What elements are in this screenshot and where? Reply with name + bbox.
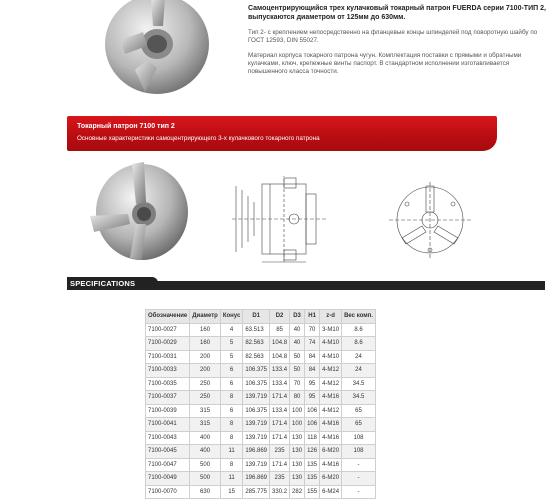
table-cell: 133.4 [270,364,290,378]
specifications-table [145,309,376,499]
table-cell: 84 [305,364,320,378]
banner-title: Токарный патрон 7100 тип 2 [77,123,175,130]
column-header: D2 [270,310,290,324]
table-cell: 50 [290,350,305,364]
table-cell: 34.5 [342,391,376,405]
table-cell: 40 [290,337,305,351]
table-cell: 7100-0039 [146,404,190,418]
table-cell: 500 [190,472,221,486]
table-cell: 4-M12 [320,404,342,418]
table-header-row [146,310,376,324]
table-cell: 130 [290,445,305,459]
table-row [146,391,376,405]
table-cell: 65 [342,418,376,432]
table-cell: 11 [220,472,242,486]
table-cell: 500 [190,458,221,472]
table-cell: 282 [290,485,305,499]
table-cell: 95 [305,377,320,391]
table-cell: 8 [220,458,242,472]
table-cell: 400 [190,431,221,445]
table-cell: 8 [220,391,242,405]
table-cell: 106 [305,404,320,418]
table-cell: 130 [290,472,305,486]
table-cell: 100 [290,404,305,418]
table-cell: 95 [305,391,320,405]
table-cell: 6 [220,377,242,391]
table-cell: 5 [220,337,242,351]
table-cell: 6 [220,404,242,418]
table-cell: 104.8 [270,337,290,351]
table-cell: 4-M16 [320,391,342,405]
table-cell: 315 [190,418,221,432]
table-cell: 171.4 [270,391,290,405]
table-cell: 400 [190,445,221,459]
table-cell: 63.513 [243,323,270,337]
table-cell: 40 [290,323,305,337]
chuck-photo-large [95,0,213,96]
table-cell: 100 [290,418,305,432]
table-row [146,323,376,337]
table-cell: 315 [190,404,221,418]
table-cell: 133.4 [270,377,290,391]
table-cell: 118 [305,431,320,445]
table-cell: 70 [290,377,305,391]
table-cell: 24 [342,350,376,364]
table-cell: 126 [305,445,320,459]
table-cell: 139.719 [243,391,270,405]
table-cell: 5 [220,350,242,364]
table-cell: 50 [290,364,305,378]
table-cell: - [342,485,376,499]
table-cell: 7100-0070 [146,485,190,499]
column-header: Конус [220,310,242,324]
table-cell: 235 [270,445,290,459]
table-cell: 104.8 [270,350,290,364]
table-cell: 106.375 [243,364,270,378]
column-header: D3 [290,310,305,324]
table-cell: - [342,458,376,472]
table-cell: 7100-0037 [146,391,190,405]
table-cell: 4-M10 [320,337,342,351]
table-row [146,337,376,351]
table-row [146,404,376,418]
table-cell: 4-M10 [320,350,342,364]
banner-subtitle: Основные характеристики самоцентрирующего 3-х кулачкового токарного патрона [77,135,320,142]
table-cell: 74 [305,337,320,351]
table-cell: 7100-0045 [146,445,190,459]
table-cell: 250 [190,377,221,391]
column-header: D1 [243,310,270,324]
table-cell: 7100-0043 [146,431,190,445]
table-cell: 8.6 [342,337,376,351]
table-cell: 82.563 [243,337,270,351]
table-cell: 82.563 [243,350,270,364]
table-cell: 4-M16 [320,431,342,445]
chuck-front-drawing [385,180,475,260]
table-cell: 6-M20 [320,472,342,486]
table-cell: 7100-0047 [146,458,190,472]
table-cell: 4-M12 [320,364,342,378]
table-cell: 196.869 [243,445,270,459]
table-row [146,364,376,378]
table-cell: 15 [220,485,242,499]
table-cell: 235 [270,472,290,486]
product-intro [248,4,548,76]
table-cell: 24 [342,364,376,378]
table-cell: 139.719 [243,418,270,432]
chuck-side-drawing [222,176,334,266]
table-cell: 630 [190,485,221,499]
table-cell: 171.4 [270,458,290,472]
column-header: Вес комп. [342,310,376,324]
specifications-label: SPECIFICATIONS [70,279,136,288]
table-cell: 130 [290,431,305,445]
table-cell: 285.775 [243,485,270,499]
table-cell: 4 [220,323,242,337]
table-cell: 250 [190,391,221,405]
table-cell: 108 [342,431,376,445]
table-cell: 4-M16 [320,418,342,432]
table-cell: 8 [220,418,242,432]
table-cell: 330.2 [270,485,290,499]
table-cell: 6-M24 [320,485,342,499]
table-row [146,377,376,391]
table-cell: 108 [342,445,376,459]
table-cell: 171.4 [270,418,290,432]
table-cell: 4-M16 [320,458,342,472]
table-cell: 11 [220,445,242,459]
table-cell: 171.4 [270,431,290,445]
table-cell: 7100-0049 [146,472,190,486]
product-banner [67,116,497,151]
table-cell: 160 [190,323,221,337]
table-row [146,445,376,459]
table-cell: 7100-0027 [146,323,190,337]
table-cell: 7100-0031 [146,350,190,364]
table-cell: - [342,472,376,486]
table-cell: 7100-0029 [146,337,190,351]
table-cell: 8.6 [342,323,376,337]
table-cell: 133.4 [270,404,290,418]
table-cell: 85 [270,323,290,337]
table-cell: 6 [220,364,242,378]
table-cell: 155 [305,485,320,499]
table-cell: 34.5 [342,377,376,391]
table-row [146,458,376,472]
column-header: z-d [320,310,342,324]
table-cell: 160 [190,337,221,351]
table-cell: 84 [305,350,320,364]
table-cell: 65 [342,404,376,418]
table-cell: 106 [305,418,320,432]
table-cell: 139.719 [243,458,270,472]
table-cell: 196.869 [243,472,270,486]
table-cell: 200 [190,350,221,364]
intro-paragraph-material: Материал корпуса токарного патрона чугун. Комплектация поставки с прямыми и обратными кулачками, ключ, крепежные винты паспорт. В стандартном исполнении изготавливается повышенного класса точности. [248,52,522,75]
table-cell: 135 [305,472,320,486]
table-cell: 80 [290,391,305,405]
table-cell: 7100-0041 [146,418,190,432]
table-cell: 3-M10 [320,323,342,337]
table-cell: 135 [305,458,320,472]
table-cell: 8 [220,431,242,445]
table-cell: 200 [190,364,221,378]
table-cell: 130 [290,458,305,472]
table-cell: 70 [305,323,320,337]
table-cell: 7100-0033 [146,364,190,378]
intro-paragraph-mount: Тип 2- с креплением непосредственно на фланцевые концы шпинделей под поворотную шайбу по ГОСТ 12593, DIN 55027. [248,29,538,44]
table-cell: 106.375 [243,404,270,418]
table-cell: 6-M20 [320,445,342,459]
table-row [146,485,376,499]
table-cell: 106.375 [243,377,270,391]
table-row [146,350,376,364]
table-row [146,431,376,445]
column-header: Обозначение [146,310,190,324]
table-cell: 4-M12 [320,377,342,391]
table-cell: 139.719 [243,431,270,445]
table-row [146,418,376,432]
chuck-photo-small [80,158,190,263]
intro-title: Самоцентрирующийся трех кулачковый токарный патрон FUERDA серии 7100-ТИП 2, выпускаются диаметром от 125мм до 630мм. [248,5,546,21]
column-header: H1 [305,310,320,324]
table-row [146,472,376,486]
column-header: Диаметр [190,310,221,324]
table-cell: 7100-0035 [146,377,190,391]
